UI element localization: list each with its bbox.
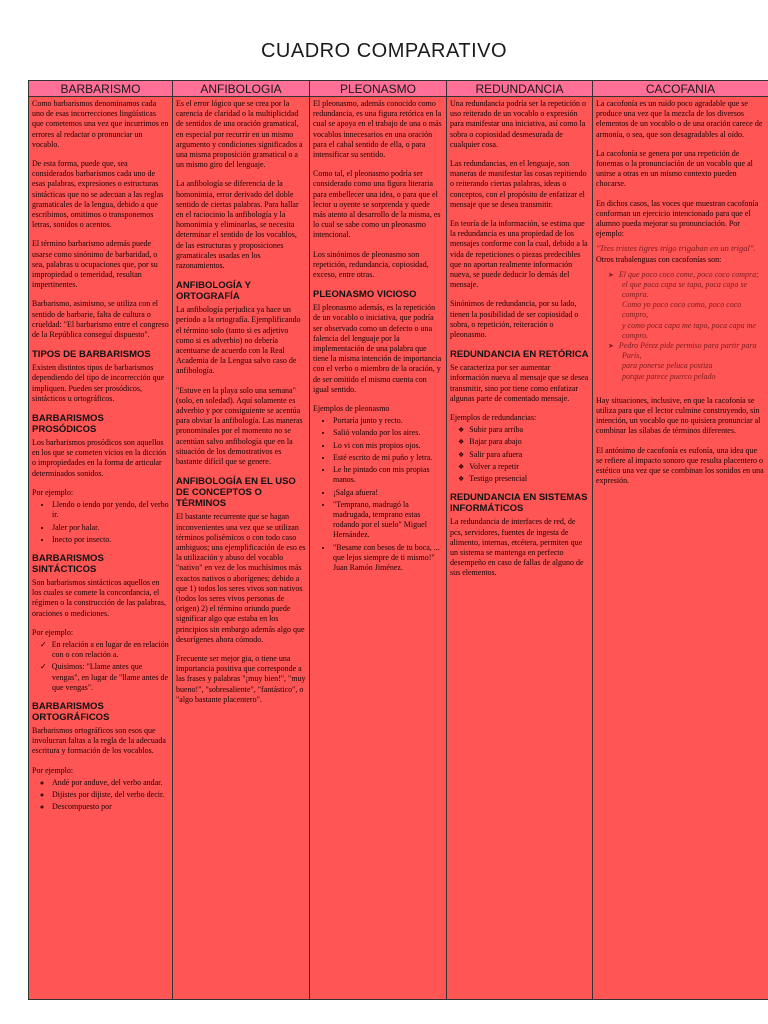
paragraph: Frecuente ser mejor gia, o tiene una importancia positiva que corresponde a las frases y palabras "¡muy bien!", "muy bueno!", "sobresaliente", "fantástico", o "algo bastante placentero". <box>176 653 306 704</box>
quote: "Tres tristes tigres trigo trigaban en un trigal". <box>596 243 756 254</box>
list-item: • Inecto por insecto. <box>52 535 169 545</box>
list-item: ❖ Volver a repetir <box>470 462 589 472</box>
section-heading: PLEONASMO VICIOSO <box>313 289 417 301</box>
paragraph: Como tal, el pleonasmo podría ser considerado como una figura literaria para embellecer una idea, o para que el lector u oyente se sorprenda y quede más atento al desarrollo de la misma, es lo cual se sabe como un pleonasmo intencional. <box>313 169 441 240</box>
list-item: • Llendo o iendo por yendo, del verbo ir. <box>52 500 169 520</box>
paragraph: La anfibología se diferencia de la homonimia, error derivado del doble sentido de ciertas palabras. Para hallar en el raciocinio la anfibología y la homonimia y eliminarlas, se necesita determinar el sentido de los vocablos, de las estructuras y proposiciones gramaticales usadas en los razonamientos. <box>176 179 299 271</box>
list-item: • ¡Salga afuera! <box>333 488 443 498</box>
section-heading: ANFIBOLOGÍA EN EL USO DE CONCEPTOS O TÉRMINOS <box>176 476 296 510</box>
example-list <box>32 640 169 693</box>
list-item: • Le he pintado con mis propias manos. <box>333 465 443 485</box>
example-label: Ejemplos de redundancias: <box>450 413 537 423</box>
list-item: ❖ Subir para arriba <box>470 425 589 435</box>
paragraph: El antónimo de cacofonía es eufonía, una idea que se refiere al impacto sonoro que resulta placentero o estético una vez que se combinan los sonidos en una expresión. <box>596 445 764 486</box>
paragraph: Una redundancia podría ser la repetición o uso reiterado de un vocablo o expresión para manifestar una iniciativa, así como la sobra o copiosidad desmesurada de cualquier cosa. <box>450 99 586 149</box>
paragraph: El término barbarismo además puede usarse como sinónimo de barbaridad, o sea, palabras u ocupaciones que, por su impropiedad o temeridad, resultan impertinentes. <box>32 239 158 290</box>
list-item: ✓ En relación a en lugar de en relación con o con relación a. <box>52 640 169 660</box>
paragraph: Barbarismos ortográficos son esos que involucran faltas a la regla de la adecuada escritura y formación de los vocablos. <box>32 725 166 756</box>
paragraph: El pleonasmo además, es la repetición de un vocablo o iniciativa, que podría ser observado como un defecto o una falencia del lenguaje por la implementación de una palabra que tiene la misma intención de importancia con el verbo o miembro de la oración, y de ser omitido el mismo cuenta con igual sentido. <box>313 303 442 394</box>
column-header: CACOFANIA <box>593 81 768 97</box>
paragraph: Existen distintos tipos de barbarismos dependiendo del tipo de incorrección que impliquen. Pueden ser prosódicos, sintácticos u ortográficos. <box>32 363 165 403</box>
paragraph: La cacofonía se genera por una repetición de fonemas o la pronunciación de un vocablo que al unirse a otras en un mismo contexto pueden chocarse. <box>596 148 753 189</box>
paragraph: Sinónimos de redundancia, por su lado, tienen la posibilidad de ser copiosidad o sobra, o repetición, reiteración o pleonasmo. <box>450 299 579 340</box>
list-item: • Esté escrito de mi puño y letra. <box>333 453 443 463</box>
list-item: y como poca capa me tapo, poca capa me compro. <box>622 320 756 340</box>
list-item: ✓ Quisimos: "Llame antes que vengas", en lugar de "llame antes de que vengas". <box>52 662 169 693</box>
column-header: ANFIBOLOGIA <box>173 81 310 97</box>
paragraph: En dichos casos, las voces que muestran cacofonía conforman un ejercicio intencionado para que el alumno pueda mejorar su pronunciación. Por ejemplo: <box>596 198 759 239</box>
paragraph: Otros trabalenguas con cacofonías son: <box>596 255 722 265</box>
page-title: CUADRO COMPARATIVO <box>260 40 508 62</box>
redundancia-cell <box>447 97 593 1000</box>
list-item: ◦ Andé por anduve, del verbo andar. <box>52 778 169 788</box>
example-label: Por ejemplo: <box>32 627 74 637</box>
list-item: ❖ Testigo presencial <box>470 474 589 484</box>
list-item: • Portaría junto y recto. <box>333 416 443 426</box>
example-label: Por ejemplo: <box>32 765 74 775</box>
paragraph: Son barbarismos sintácticos aquellos en los cuales se comete la concordancia, el régimen o la construcción de las palabras, oraciones o mediciones. <box>32 577 166 618</box>
column-header: REDUNDANCIA <box>447 81 593 97</box>
paragraph: La cacofonía es un ruido poco agradable que se produce una vez que la mezcla de los diversos elementos de un vocablo o de una oración carece de armonía, o sea, que son desagradables al oído. <box>596 99 763 139</box>
list-item: el que poca capa se tapa, poca capa se compra. <box>622 279 748 300</box>
paragraph: "Estuve en la playa solo una semana" (solo, en soledad). Aquí solamente es adverbio y por consiguiente se acentúa para obviar la anfibología. Las maneras pronominales por el momento no se acentúan salvo anfibología que en la situación de los demostrativos es bastante difícil que se genere. <box>176 385 303 467</box>
list-item: ❖ Bajar para abajo <box>470 437 589 447</box>
list-item: • "Temprano, madrugó la madrugada, temprano estas rodando por el suelo" Miguel Hernández. <box>333 500 443 541</box>
barbarismo-cell <box>29 97 173 1000</box>
paragraph: Barbarismo, asimismo, se utiliza con el sentido de barbarie, falta de cultura o crueldad: "El barbarismo entre el congreso de la República conseguí dispuesto". <box>32 299 169 340</box>
list-item: • Jaler por halar. <box>52 523 169 533</box>
column-header: BARBARISMO <box>29 81 173 97</box>
paragraph: La redundancia de interfaces de red, de pcs, servidores, fuentes de ingesta de alimento, internas, etcétera, permiten que un sistema se mantenga en perfecto desempeño en caso de fallas de alguno de sus elementos. <box>450 517 584 578</box>
pleonasmo-cell <box>310 97 447 1000</box>
section-heading: BARBARISMOS PROSÓDICOS <box>32 413 104 436</box>
example-list <box>450 425 589 484</box>
section-heading: REDUNDANCIA EN SISTEMAS INFORMÁTICOS <box>450 492 588 515</box>
example-label: Ejemplos de pleonasmo <box>313 404 390 414</box>
list-item: ◦ Descompuesto por <box>52 802 169 812</box>
paragraph: El bastante recurrente que se hagan inconvenientes una vez que se utilizan términos polisémicos o con todo caso ambiguos; una ejemplificación de eso es la utilización y abuso del vocablo "nativo" en vez de los muchísimos más exactos nativos o aborígenes; debido a que 1) todos los seres vivos son nativos (todos los seres vivos personas de origen) 2) el término oriundo puede significar algo que estaba en los principios sin embargo además algo que desorígenes ahora cómodo. <box>176 512 306 644</box>
list-item: porque parece puerco pelado <box>622 371 716 381</box>
cacofania-cell <box>593 97 768 1000</box>
paragraph: Hay situaciones, inclusive, en que la cacofonía se utiliza para que el lector culmine construyendo, sin intención, un vocablo que no quisiera pronunciar al combinar las sílabas de términos diferentes. <box>596 395 761 436</box>
paragraph: Las redundancias, en el lenguaje, son maneras de manifestar las cosas repitiendo o reiterando ciertas palabras, ideas o conceptos, con el propósito de enfatizar el mensaje que se desea transmitir. <box>450 159 587 209</box>
anfibologia-cell <box>173 97 310 1000</box>
list-item: • "Besame con besos de tu boca, ... que lejos siempre de ti mismo!" Juan Ramón Jiménez. <box>333 543 443 574</box>
section-heading: BARBARISMOS SINTÁCTICOS <box>32 552 104 575</box>
section-heading: ANFIBOLOGÍA Y ORTOGRAFÍA <box>176 280 251 303</box>
section-heading: TIPOS DE BARBARISMOS <box>32 349 151 361</box>
paragraph: Los sinónimos de pleonasmo son repetición, redundancia, copiosidad, exceso, entre otras. <box>313 249 429 280</box>
section-heading: BARBARISMOS ORTOGRÁFICOS <box>32 700 110 723</box>
column-header: PLEONASMO <box>310 81 447 97</box>
header-row <box>29 81 768 97</box>
example-label: Por ejemplo: <box>32 487 74 497</box>
tongue-twister-list <box>596 270 765 382</box>
paragraph: Se caracteriza por ser aumentar información nueva al mensaje que se desea transmitir, sino por tiene como enfatizar algunas parte de comentado mensaje. <box>450 363 589 403</box>
paragraph: En teoría de la información, se estima que la redundancia es una propiedad de los mensajes conforme con la cual, debido a la vida de repeticiones o piezas predecibles que no aportan realmente información nueva, se puede deducir lo demás del mensaje. <box>450 219 588 290</box>
paragraph: De esta forma, puede que, sea considerados barbarismos cada uno de esas palabras, expresiones o estructuras sintácticas que no se adecuan a las reglas gramaticales de la lengua, debido a que escribimos, omitimos o transponemos letras, sonidos o acentos. <box>32 159 164 230</box>
list-item: • Lo vi con mis propios ojos. <box>333 441 443 451</box>
example-list <box>313 416 443 573</box>
paragraph: Los barbarismos prosódicos son aquellos en los que se cometen vicios en la dicción o impropiedades en la forma de articular determinados sonidos. <box>32 438 167 478</box>
list-item: • Salió volando por los aires. <box>333 428 443 438</box>
list-item: Como yo poco coco como, poco coco compro, <box>622 300 742 320</box>
list-item: ◦ Dijistes por dijiste, del verbo decir. <box>52 790 169 800</box>
example-list <box>32 500 169 545</box>
list-item: ➤ El que poco coco come, poco coco compra; <box>622 270 765 280</box>
paragraph: La anfibología perjudica ya hace un periodo a la ortografía. Ejemplificando el término solo (tanto si es adjetivo como si es adverbio) no debería acentuarse de acuerdo con la Real Academia de la Lengua salvo caso de anfibología. <box>176 305 301 376</box>
list-item: para ponerse peluca postiza <box>622 361 713 371</box>
list-item: ❖ Salir para afuera <box>470 450 589 460</box>
paragraph: Como barbarismos denominamos cada uno de esas incorrecciones lingüísticas que cometemos una vez que incurrimos en errores al redactar o pronunciar un vocablo. <box>32 99 169 149</box>
example-list <box>32 778 169 813</box>
section-heading: REDUNDANCIA EN RETÓRICA <box>450 349 589 361</box>
list-item: ➤ Pedro Pérez pide permiso para partir para París, <box>622 341 765 361</box>
paragraph: Es el error lógico que se crea por la carencia de claridad o la multiplicidad de sentidos de una oración gramatical, en especial por recurrir en un mismo argumento y condiciones significados a una misma proposición gramatical o a un mismo giro del lenguaje. <box>176 99 303 170</box>
comparison-table <box>28 80 768 1000</box>
paragraph: El pleonasmo, además conocido como redundancia, es una figura retórica en la cual se apoya en el trabajo de una o más vocablos innecesarios en una oración para el cabal sentido de ella, o para intensificar su sentido. <box>313 99 442 160</box>
